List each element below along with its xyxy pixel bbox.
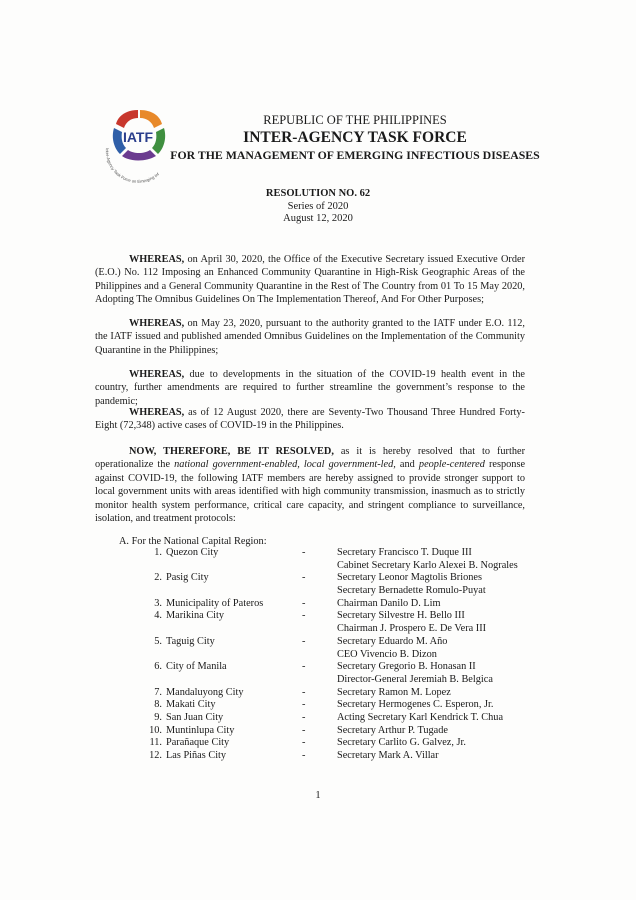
row-number: 8.: [154, 699, 162, 711]
official-name: Secretary Arthur P. Tugade: [337, 724, 448, 736]
resolution-block: [0, 188, 636, 226]
row-dash: -: [302, 699, 306, 711]
paragraph-lead: WHEREAS,: [129, 407, 185, 418]
assignment-row: [0, 636, 636, 649]
city-name: San Juan City: [166, 711, 224, 723]
assignment-row: [0, 547, 636, 560]
paragraph-italic: national government-enabled, local government-led,: [174, 459, 396, 471]
city-name: Quezon City: [166, 547, 219, 558]
logo-arm-orange: [140, 110, 162, 128]
row-dash: -: [302, 597, 306, 609]
logo-ring-text: Inter-Agency Task Force on Emerging Inf: [104, 147, 161, 184]
assignment-row: [0, 712, 636, 725]
row-number: 10.: [149, 724, 162, 736]
city-name: Muntinlupa City: [166, 724, 235, 736]
city-name: City of Manila: [166, 661, 227, 673]
row-dash: -: [302, 750, 306, 761]
row-number: 5.: [154, 635, 162, 647]
official-name: Chairman Danilo D. Lim: [337, 597, 441, 609]
assignment-list: [0, 547, 636, 763]
resolution-series: Series of 2020: [287, 200, 349, 212]
city-name: Taguig City: [166, 635, 215, 647]
assignment-row: [0, 623, 636, 636]
logo-text: IATF: [122, 129, 154, 145]
assignment-row: [0, 699, 636, 712]
assignment-row: [0, 610, 636, 623]
assignment-row: [0, 649, 636, 662]
paragraph-text: response against COVID-19, the following IATF members are hereby assigned to provide stronger support to local government units with areas identified with high community transmission, inasmuch as to strictly monitor health system performance, critical care capacity, and stringent compliance to surveillance, isolation, and treatment protocols:: [95, 459, 526, 525]
paragraph-lead: NOW, THEREFORE, BE IT RESOLVED,: [129, 446, 334, 457]
republic-heading: REPUBLIC OF THE PHILIPPINES: [263, 113, 447, 127]
paragraph-text: as it is hereby resolved that to further operationalize the: [95, 446, 525, 471]
official-name: Secretary Silvestre H. Bello III: [337, 610, 465, 622]
paragraph-text: due to developments in the situation of the COVID-19 health event in the country, further amendments are required to further streamline the government’s response to the pandemic;: [95, 369, 525, 407]
assignment-row: [0, 598, 636, 611]
official-name: Secretary Gregorio B. Honasan II: [337, 661, 476, 673]
logo-arm-purple: [122, 150, 156, 161]
row-number: 11.: [149, 737, 162, 749]
official-name: Secretary Leonor Magtolis Briones: [337, 572, 482, 584]
row-number: 1.: [154, 547, 162, 558]
assignment-row: [0, 572, 636, 585]
assignment-row: [0, 585, 636, 598]
official-name: Director-General Jeremiah B. Belgica: [337, 673, 493, 685]
city-name: Mandaluyong City: [166, 686, 244, 698]
row-number: 3.: [154, 597, 162, 609]
row-dash: -: [302, 711, 306, 723]
row-dash: -: [302, 547, 306, 558]
whereas-paragraph-4: [95, 406, 525, 433]
official-name: Secretary Hermogenes C. Esperon, Jr.: [337, 699, 494, 711]
paragraph-lead: WHEREAS,: [129, 369, 185, 380]
whereas-paragraph-1: [95, 253, 525, 307]
official-name: Acting Secretary Karl Kendrick T. Chua: [337, 711, 504, 723]
page-number: 1: [315, 790, 321, 801]
logo-arm-red: [116, 110, 138, 128]
row-dash: -: [302, 572, 306, 584]
whereas-paragraph-2: [95, 317, 525, 357]
row-dash: -: [302, 610, 306, 622]
paragraph-italic: people-centered: [418, 459, 485, 471]
row-dash: -: [302, 737, 306, 749]
official-name: Secretary Eduardo M. Año: [337, 635, 448, 647]
assignment-row: [0, 687, 636, 700]
assignment-row: [0, 661, 636, 674]
official-name: Secretary Carlito G. Galvez, Jr.: [337, 737, 466, 749]
paragraph-lead: WHEREAS,: [129, 254, 185, 265]
row-number: 9.: [154, 711, 162, 723]
row-number: 6.: [154, 661, 162, 673]
row-dash: -: [302, 661, 306, 673]
city-name: Makati City: [166, 699, 216, 711]
row-dash: -: [302, 635, 306, 647]
official-name: Secretary Ramon M. Lopez: [337, 686, 451, 698]
official-name: Secretary Bernadette Romulo-Puyat: [337, 585, 486, 597]
ncr-section-title: A. For the National Capital Region:: [119, 536, 267, 547]
row-dash: -: [302, 724, 306, 736]
row-number: 7.: [154, 686, 162, 698]
assignment-row: [0, 674, 636, 687]
whereas-paragraph-3: [95, 368, 525, 408]
row-number: 2.: [154, 572, 162, 584]
management-heading: FOR THE MANAGEMENT OF EMERGING INFECTIOUS DISEASES: [170, 148, 540, 162]
logo-arm-green: [152, 128, 165, 154]
city-name: Pasig City: [166, 572, 209, 584]
official-name: CEO Vivencio B. Dizon: [337, 648, 437, 660]
official-name: Secretary Francisco T. Duque III: [337, 547, 472, 558]
official-name: Cabinet Secretary Karlo Alexei B. Nograles: [337, 559, 518, 571]
assignment-row: [0, 725, 636, 738]
assignment-row: [0, 560, 636, 573]
row-dash: -: [302, 686, 306, 698]
city-name: Las Piñas City: [166, 750, 227, 761]
paragraph-text: on April 30, 2020, the Office of the Executive Secretary issued Executive Order (E.O.) No. 112 Imposing an Enhanced Community Quarantine in High-Risk Geographic Areas of the Philippines and a General Community Quarantine in the Rest of The Country from 01 To 15 May 2020, Adopting The Omnibus Guidelines On The Implementation Thereof, And For Other Purposes;: [95, 254, 525, 306]
official-name: Chairman J. Prospero E. De Vera III: [337, 623, 487, 635]
city-name: Marikina City: [166, 610, 225, 622]
resolved-paragraph: [95, 445, 525, 525]
city-name: Parañaque City: [166, 737, 230, 749]
row-number: 12.: [149, 750, 162, 761]
iatf-logo: [100, 104, 176, 184]
paragraph-text: and: [395, 459, 419, 471]
document-header: [170, 113, 540, 163]
official-name: Secretary Mark A. Villar: [337, 750, 439, 761]
resolution-date: August 12, 2020: [283, 213, 353, 224]
row-number: 4.: [154, 610, 162, 622]
paragraph-text: on May 23, 2020, pursuant to the authority granted to the IATF under E.O. 112, the IATF issued and published amended Omnibus Guidelines on the Implementation of the Community Quarantine in the Philippines;: [95, 318, 525, 356]
agency-heading: INTER-AGENCY TASK FORCE: [243, 129, 467, 146]
assignment-row: [0, 737, 636, 750]
paragraph-text: as of 12 August 2020, there are Seventy-Two Thousand Three Hundred Forty-Eight (72,348) active cases of COVID-19 in the Philippines.: [95, 407, 525, 432]
assignment-row: [0, 750, 636, 763]
resolution-title: RESOLUTION NO. 62: [265, 188, 371, 199]
city-name: Municipality of Pateros: [166, 597, 264, 609]
paragraph-lead: WHEREAS,: [129, 318, 185, 329]
